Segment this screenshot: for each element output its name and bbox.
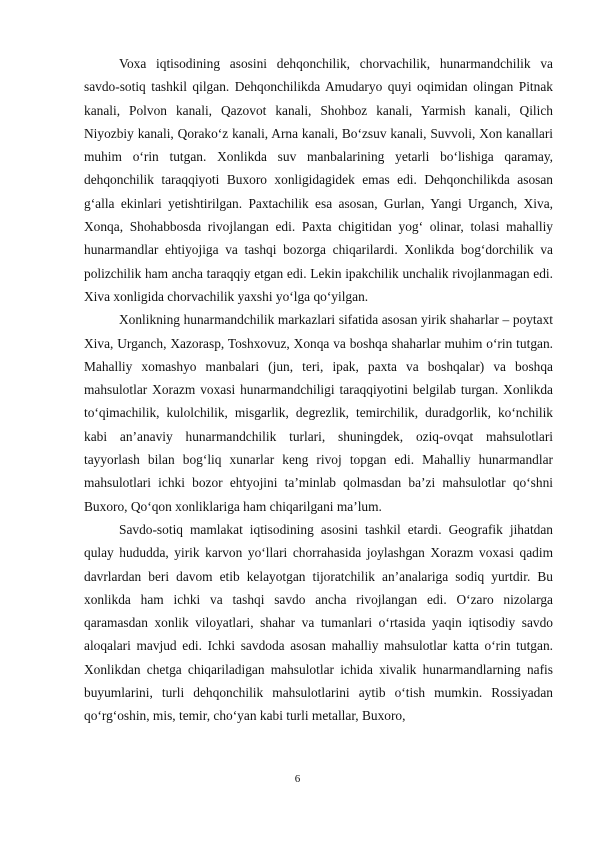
page-number: 6 [294,773,301,785]
paragraph-trade: Savdo-sotiq mamlakat iqtisodining asosini tashkil etardi. Geografik jihatdan qulay hududda, yirik karvon yo‘llari chorrahasida joylashgan Xorazm voxasi qadim davrlardan beri davom etib kelayotgan tijoratchilik an’analariga sodiq yurtdir. Bu xonlikda ham ichki va tashqi savdo ancha rivojlangan edi. O‘zaro nizolarga qaramasdan xonlik viloyatlari, shahar va tumanlari o‘rtasida yaqin iqtisodiy savdo aloqalari mavjud edi. Ichki savdoda asosan mahalliy mahsulotlar katta o‘rin tutgan. Xonlikdan chetga chiqariladigan mahsulotlar ichida xivalik hunarmandlarning nafis buyumlarini, turli dehqonchilik mahsulotlarini aytib o‘tish mumkin. Rossiyadan qo‘rg‘oshin, mis, temir, cho‘yan kabi turli metallar, Buxoro, [84,521,553,724]
document-body [84,52,553,728]
paragraph-economy: Voxa iqtisodining asosini dehqonchilik, chorvachilik, hunarmandchilik va savdo-sotiq tashkil qilgan. Dehqonchilikda Amudaryo quyi oqimidan olingan Pitnak kanali, Polvon kanali, Qazovot kanali, Shohboz kanali, Yarmish kanali, Qilich Niyozbiy kanali, Qorako‘z kanali, Arna kanali, Bo‘zsuv kanali, Suvvoli, Xon kanallari muhim o‘rin tutgan. Xonlikda suv manbalarining yetarli bo‘lishiga qaramay, dehqonchilik taraqqiyoti Buxoro xonligidagidek emas edi. Dehqonchilikda asosan g‘alla ekinlari yetishtirilgan. Paxtachilik esa asosan, Gurlan, Yangi Urganch, Xiva, Xonqa, Shohabbosda rivojlangan edi. Paxta chigitidan yog‘ olinar, tolasi mahalliy hunarmandlar ehtiyojiga va tashqi bozorga chiqarilardi. Xonlikda bog‘dorchilik va polizchilik ham ancha taraqqiy etgan edi. Lekin ipakchilik unchalik rivojlanmagan edi. Xiva xonligida chorvachilik yaxshi yo‘lga qo‘yilgan. [84,56,553,304]
paragraph-crafts: Xonlikning hunarmandchilik markazlari sifatida asosan yirik shaharlar – poytaxt Xiva, Urganch, Xazorasp, Toshxovuz, Xonqa va boshqa shaharlar muhim o‘rin tutgan. Mahalliy xomashyo manbalari (jun, teri, ipak, paxta va boshqalar) va boshqa mahsulotlar Xorazm voxasi hunarmandchiligi taraqqiyotini belgilab turgan. Xonlikda to‘qimachilik, kulolchilik, misgarlik, degrezlik, temirchilik, duradgorlik, ko‘nchilik kabi an’anaviy hunarmandchilik turlari, shuningdek, oziq-ovqat mahsulotlari tayyorlash bilan bog‘liq xunarlar keng rivoj topgan edi. Mahalliy hunarmandlar mahsulotlari ichki bozor ehtyojini ta’minlab qolmasdan ba’zi mahsulotlar qo‘shni Buxoro, Qo‘qon xonliklariga ham chiqarilgani ma’lum. [84,312,553,514]
